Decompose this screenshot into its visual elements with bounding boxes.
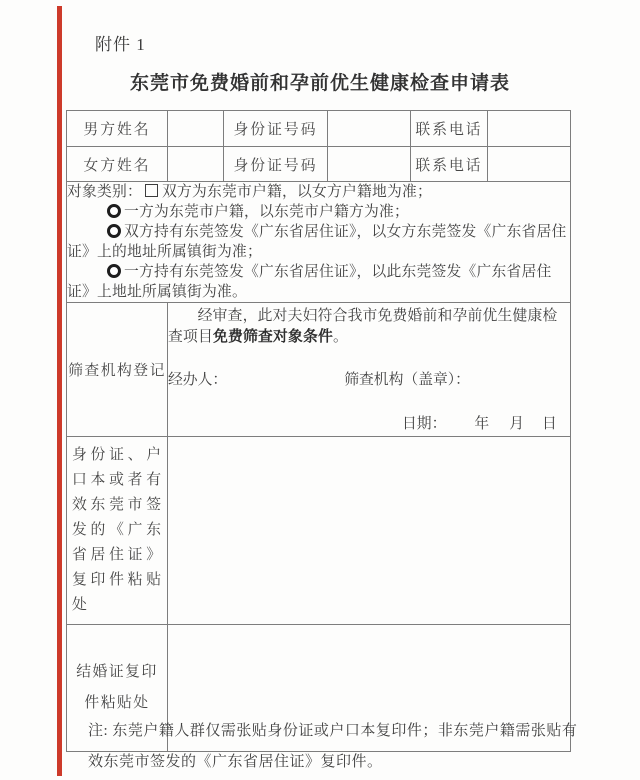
checkbox-icon: [145, 184, 158, 197]
category-option-1: [67, 182, 570, 202]
table-row-screening: [67, 303, 571, 437]
marriage-paste-label: 结婚证复印件粘贴处: [76, 664, 158, 711]
org-seal-label: 筛查机构（盖章）：: [344, 372, 470, 388]
left-accent-rule: [57, 6, 62, 776]
radio-icon: [107, 204, 121, 218]
category-label: 对象类别：: [67, 184, 142, 200]
table-row-male: [67, 111, 571, 147]
year-label: 年: [474, 416, 490, 432]
handler-label: 经办人：: [168, 372, 228, 388]
screening-content-cell: [168, 303, 571, 437]
category-cell: [67, 182, 571, 303]
id-paste-label-cell: [67, 437, 168, 625]
day-label: 日: [542, 416, 557, 432]
female-id-value: [328, 147, 411, 182]
category-option-3: [67, 222, 570, 262]
male-id-value: [328, 111, 411, 147]
category-option-text: 双方持有东莞签发《广东省居住证》，以女方东莞签发《广东省居住证》上的地址所属镇街为准；: [67, 224, 567, 260]
footnote: 注: 东莞户籍人群仅需张贴身份证或户口本复印件；非东莞户籍需张贴有效东莞市签发的《广东省居住证》复印件。: [88, 723, 578, 770]
female-phone-value: [488, 147, 571, 182]
attachment-label: 附件 1: [95, 35, 146, 54]
date-label: 日期：: [402, 416, 447, 432]
female-id-label: 身份证号码: [224, 147, 328, 182]
category-option-text: 一方为东莞市户籍，以东莞市户籍方为准；: [124, 204, 409, 220]
radio-icon: [107, 224, 121, 238]
application-form-table: [66, 110, 571, 752]
male-phone-label: 联系电话: [411, 111, 488, 147]
id-paste-label: 身份证、户口本或者有效东莞市签发的《广东省居住证》复印件粘贴处: [72, 447, 162, 613]
id-paste-area: [168, 437, 571, 625]
table-row-female: [67, 147, 571, 182]
category-option-text: 一方持有东莞签发《广东省居住证》，以此东莞签发《广东省居住证》上地址所属镇街为准。: [67, 264, 552, 300]
screening-row-label: 筛查机构登记: [67, 303, 168, 437]
category-option-text: 双方为东莞市户籍，以女方户籍地为准；: [162, 184, 432, 200]
signature-line: [168, 368, 570, 389]
female-name-value: [168, 147, 224, 182]
female-name-label: 女方姓名: [67, 147, 168, 182]
table-row-category: [67, 182, 571, 303]
month-label: 月: [509, 416, 525, 432]
table-row-id-paste: [67, 437, 571, 625]
category-option-2: [67, 202, 570, 222]
male-name-value: [168, 111, 224, 147]
male-name-label: 男方姓名: [67, 111, 168, 147]
statement-suffix: 。: [332, 328, 348, 345]
statement-bold: 免费筛查对象条件: [213, 328, 333, 345]
radio-icon: [107, 264, 121, 278]
female-phone-label: 联系电话: [411, 147, 488, 182]
male-id-label: 身份证号码: [224, 111, 328, 147]
statement-prefix: 经审查，此对夫妇符合我市免费婚前和孕前优生健康检查项目: [168, 308, 558, 345]
date-line: [402, 412, 570, 433]
page-title: 东莞市免费婚前和孕前优生健康检查申请表: [129, 73, 510, 94]
category-option-4: [67, 262, 570, 302]
screening-statement: [168, 306, 570, 347]
male-phone-value: [488, 111, 571, 147]
